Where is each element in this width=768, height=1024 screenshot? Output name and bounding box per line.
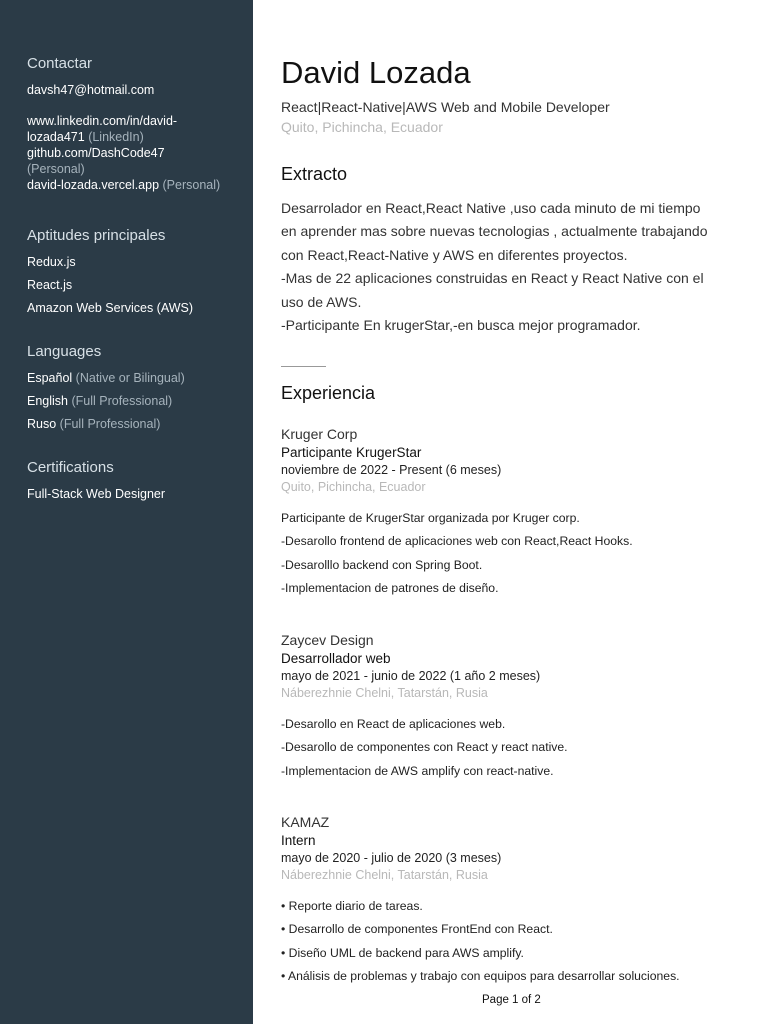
summary-line: -Mas de 22 aplicaciones construidas en React y React Native con el [281,270,704,287]
github-tag: (Personal) [27,162,85,176]
job-desc-line: -Implementacion de AWS amplify con react-native. [281,763,554,778]
languages-section [27,343,247,439]
summary-line: -Participante En krugerStar,-en busca mejor programador. [281,317,641,334]
job-dates: mayo de 2020 - julio de 2020 (3 meses) [281,851,502,865]
job-dates: noviembre de 2022 - Present (6 meses) [281,463,502,477]
language-level: (Full Professional) [71,394,173,408]
summary-heading: Extracto [281,164,348,184]
job-company: Kruger Corp [281,426,358,442]
certifications-section [27,459,247,509]
language-item [27,416,247,432]
job-desc-line: -Desarolllo backend con Spring Boot. [281,557,483,572]
job-desc-line: • Análisis de problemas y trabajo con equipos para desarrollar soluciones. [281,969,680,984]
languages-heading: Languages [27,343,102,360]
job-description [281,507,751,601]
linkedin-link-line2[interactable]: lozada471 [27,130,85,144]
job-desc-line: • Reporte diario de tareas. [281,899,423,913]
linkedin-tag: (LinkedIn) [88,130,144,144]
job-desc-line: -Implementacion de patrones de diseño. [281,581,499,596]
job-role: Desarrollador web [281,651,391,666]
summary-line: Desarrolador en React,React Native ,uso cada minuto de mi tiempo [281,200,701,216]
summary-line: en aprender mas sobre nuevas tecnologias , actualmente trabajando [281,223,708,240]
job-location: Quito, Pichincha, Ecuador [281,480,426,494]
summary-line: uso de AWS. [281,293,362,310]
profile-name: David Lozada [281,55,471,90]
contact-heading: Contactar [27,55,93,72]
job-desc-line: Participante de KrugerStar organizada por Kruger corp. [281,511,580,525]
skill-item: Redux.js [27,255,76,269]
skill-item: Amazon Web Services (AWS) [27,301,194,315]
contact-section [27,55,247,193]
skills-section [27,227,247,323]
profile-headline: React|React-Native|AWS Web and Mobile Developer [281,99,610,115]
experience-heading: Experiencia [281,383,376,403]
job-role: Participante KrugerStar [281,445,422,460]
contact-email[interactable]: davsh47@hotmail.com [27,83,155,97]
skills-heading: Aptitudes principales [27,227,166,244]
github-link[interactable]: github.com/DashCode47 [27,146,165,160]
language-level: (Native or Bilingual) [75,371,185,385]
language-item [27,370,247,386]
job-desc-line: • Diseño UML de backend para AWS amplify. [281,945,524,960]
site-tag: (Personal) [162,178,221,192]
job-desc-line: -Desarollo en React de aplicaciones web. [281,717,506,731]
certification-item: Full-Stack Web Designer [27,487,166,501]
job-description [281,713,751,783]
language-name: English [27,394,68,408]
job-company: Zaycev Design [281,632,374,648]
job-desc-line: -Desarollo de componentes con React y react native. [281,740,568,755]
language-item [27,393,247,409]
job-entry [281,425,751,601]
job-location: Náberezhnie Chelni, Tatarstán, Rusia [281,868,488,882]
sidebar [0,0,253,1024]
job-desc-line: • Desarrollo de componentes FrontEnd con React. [281,922,553,937]
language-level: (Full Professional) [59,417,161,431]
summary-line: con React,React-Native y AWS en diferentes proyectos. [281,246,628,263]
job-dates: mayo de 2021 - junio de 2022 (1 año 2 meses) [281,669,541,683]
job-company: KAMAZ [281,814,330,830]
site-link[interactable]: david-lozada.vercel.app [27,178,160,192]
language-name: Ruso [27,417,57,431]
job-role: Intern [281,833,316,848]
job-entry [281,631,751,783]
profile-location: Quito, Pichincha, Ecuador [281,119,443,135]
summary-text [281,197,751,337]
linkedin-link-line1[interactable]: www.linkedin.com/in/david- [27,114,178,128]
job-location: Náberezhnie Chelni, Tatarstán, Rusia [281,686,488,700]
job-desc-line: -Desarollo frontend de aplicaciones web con React,React Hooks. [281,534,633,549]
job-description [281,895,751,989]
page-number: Page 1 of 2 [482,994,541,1006]
job-entry [281,813,751,989]
language-name: Español [27,371,73,385]
certifications-heading: Certifications [27,459,114,476]
skill-item: React.js [27,278,73,292]
section-divider [281,366,326,367]
